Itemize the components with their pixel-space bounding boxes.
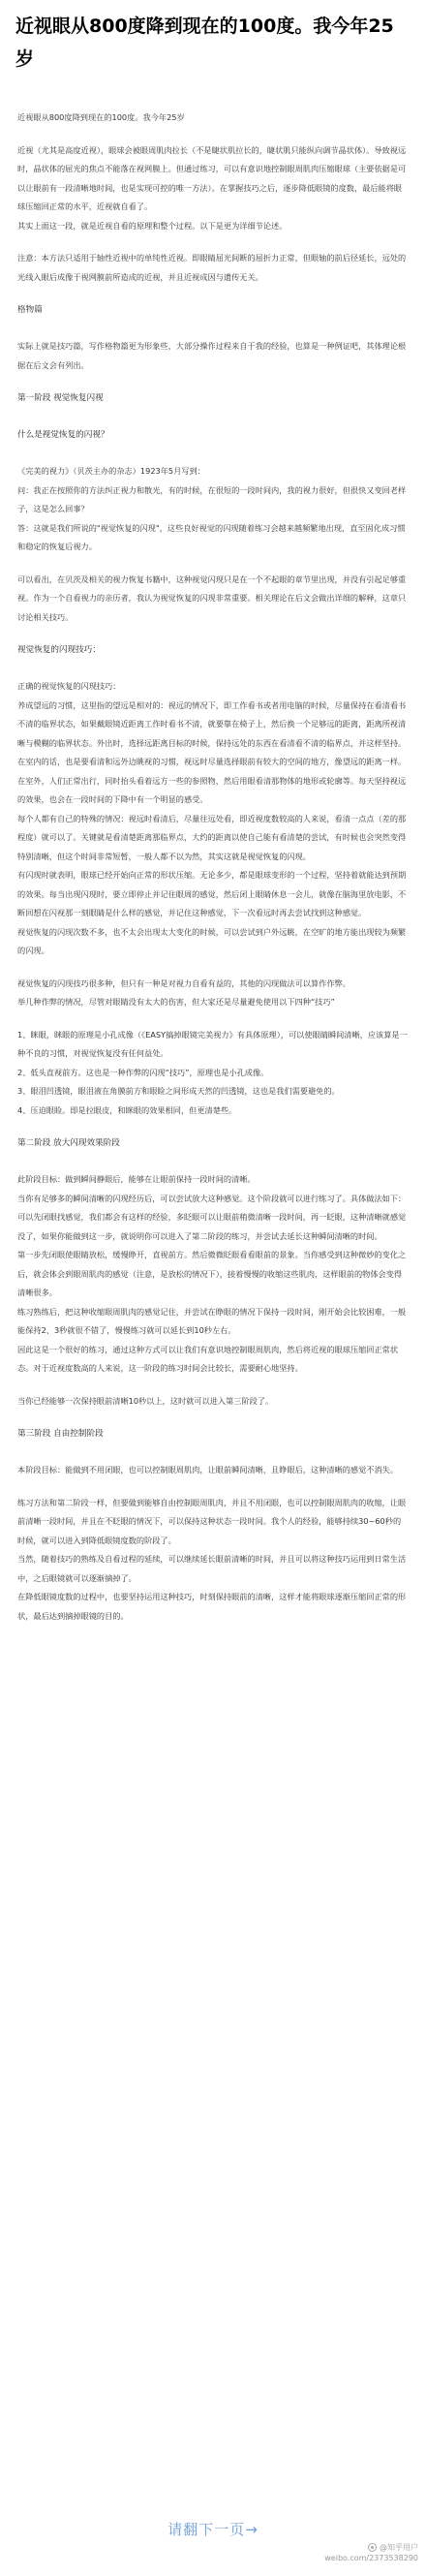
section-heading: 格物篇: [17, 305, 43, 315]
watermark-top-row: [368, 2542, 418, 2553]
section-heading: 第一阶段 视觉恢复闪视: [17, 393, 104, 403]
section-heading: 什么是视觉恢复的闪视？: [17, 430, 109, 440]
article-body: [0, 76, 426, 1626]
section-heading: 第三阶段 自由控制阶段: [17, 1429, 104, 1439]
watermark-user: @知乎用户: [380, 2543, 418, 2552]
section-heading: 第二阶段 放大闪现效果阶段: [17, 1138, 120, 1148]
paragraph: 此阶段目标：做到瞬间静眼后，能够在让眼前保持一段时间的清晰。 当你有足够多的瞬间清晰的闪现经历后，可以尝试放大这种感觉。这个阶段就可以进行练习了。具体做法如下： 可以先闭眼找感觉，我们都会有这样的经验，多眨眼可以让眼前稍微清晰一段时间，再一眨眼，这种清晰就感觉没了，如果你能做到这一步，就说明你可以进入了第二阶段的练习，并尝试去延长这种瞬间清晰的时间。 第一步先闭眼使眼睛放松，缓慢睁开，直视前方。然后微微眨眼看看眼前的景象。当你感受到这种微妙的变化之后，就会体会到眼周肌肉的感觉（注意，是放松的情况下），接着慢慢的收缩这些肌肉，这样眼前的物体会变得清晰很多。 练习熟练后，把这种收缩眼周肌肉的感觉记住，并尝试在睁眼的情况下保持一段时间，刚开始会比较困难，一般能保持2、3秒就很不错了，慢慢练习就可以延长到10秒左右。 因此这是一个很好的练习，通过这种方式可以让我们有意识地控制眼周肌肉，然后将近视的眼球压缩回正常状态。对于近视度数高的人来说，这一阶段的练习时间会比较长，需要耐心地坚持。: [17, 1174, 407, 1373]
weibo-icon: [368, 2543, 377, 2552]
paragraph: 本阶段目标：能做到不用闭眼，也可以控制眼周肌肉，让眼前瞬间清晰，且睁眼后，这种清晰的感觉不消失。: [17, 1465, 399, 1474]
weibo-watermark: [324, 2542, 418, 2563]
paragraph: 练习方法和第二阶段一样，但要做到能够自由控制眼周肌肉，并且不用闭眼，也可以控制眼周肌肉的收缩，让眼前清晰一段时间，并且在不眨眼的情况下，可以保持这种状态一段时间。我个人的经验，能够持续30~60秒的时候，就可以进入到降低眼镜度数的阶段了。 当然，随着技巧的熟练及自看过程的延续，可以继续延长眼前清晰的时间，并且可以将这种技巧运用到日常生活中，之后眼镜就可以逐渐摘掉了。 在降低眼镜度数的过程中，也要坚持运用这种技巧，时刻保持眼前的清晰，这样才能将眼球逐渐压缩回正常的形状，最后达到摘掉眼镜的目的。: [17, 1497, 407, 1621]
article-title: 近视眼从800度降到现在的100度。我今年25岁: [15, 16, 394, 70]
next-page-link[interactable]: 请翻下一页→: [167, 2520, 259, 2538]
paragraph: 近视眼从800度降到现在的100度。我今年25岁: [17, 112, 185, 122]
paragraph: 当你已经能够一次保持眼前清晰10秒以上，这时就可以进入第三阶段了。: [17, 1395, 274, 1406]
watermark-url: weibo.com/2373538290: [324, 2554, 418, 2562]
paragraph: 正确的视觉恢复的闪现技巧： 养成望远的习惯，这里指的望远是相对的：视远的情况下，即工作看书或者用电脑的时候，尽量保持在看清看书不清的临界状态，如果戴眼镜近距离工作时看书不清，就要靠在椅子上，然后换一个足够远的距离，距离所视清晰与模糊的临界状态。外出时，选择远距离目标的时候，保持远处的东西在看清看不清的临界点，并这样坚持。 在室内的话，也是要看清和远外边眺视的习惯，视远时尽量选择眼前有较大的空间的地方，像望远的距离一样。在室外，人们正常出行，同时抬头看着远方一些的参照物，然后用眼看清那物体的地形或轮廓等。每天坚持视远的效果，也会在一段时间的下降中有一个明显的感受。 每个人都有自己的特殊的情况：视远时看清后，尽量往远处看，即近视度数较高的人来说，看清一点点（差的那程度）就可以了。关键就是看清楚距离那临界点，大约的距离以使自己能有看清楚的尝试，有时候也会突然变得特别清晰，但这个时间非常短暂，一般人都不以为然，其实这就是视觉恢复的闪现。 有闪现时就表明，眼球已经开始向正常的形状压缩。无论多少，都是眼球变形的一个过程，坚持着就能达到预期的效果。每当出现闪现时，要立即停止并记住眼周的感觉，然后闭上眼睛休息一会儿，就像在脑海里放电影，不断回想在闪视那一刻眼睛是什么样的感觉，并记住这种感觉，下一次看远时再去尝试找到这种感觉。 视觉恢复的闪现次数不多，也不太会出现太大变化的时候，可以尝试到户外远眺，在空旷的地方能出现较为频繁的闪现。: [17, 681, 407, 955]
paragraph: 注意：本方法只适用于轴性近视中的单纯性近视。即眼睛屈光间断的屈折力正常，但眼轴的前后径延长，远处的光线入眼后成像于视网膜前所造成的近视，并且近视成因与遗传无关。: [17, 253, 407, 282]
paragraph: 1、眯眼，眯眼的原理是小孔成像（《EASY搞掉眼镜完美视力》有具体原理），可以使眼睛瞬间清晰，应该算是一种不良的习惯，对视觉恢复没有任何益处。 2、低头直视前方。这也是一种作弊的闪现“技巧”，原理也是小孔成像。 3、眼泪凹透镜，眼泪液在角膜前方和眼睑之间形成天然的凹透镜，这也是我们需要避免的。 4、压迫眼睑。即是拉眼皮，和眯眼的效果相同，但更清楚些。: [17, 1029, 408, 1115]
paragraph: 视觉恢复的闪现技巧很多种，但只有一种是对视力自看有益的，其他的闪现做法可以算作作弊。 举几种作弊的情况，尽管对眼睛没有太大的伤害，但大家还是尽量避免使用以下四种“技巧”: [17, 978, 350, 1007]
paragraph: 实际上就是技巧篇，写作格物篇更为形象些，大部分操作过程来自于我的经验，也算是一种例证吧，其体理论根据在后文会有列出。: [17, 341, 407, 370]
paragraph: 可以看出，在贝茨及相关的视力恢复书籍中，这种视觉闪现只是在一个不起眼的章节里出现，并没有引起足够重视。作为一个自看视力的亲历者，我认为视觉恢复的闪现非常重要。相关理论在后文会做出详细的解释，这章只讨论相关技巧。: [17, 574, 407, 622]
paragraph: 《完美的视力》（贝茨主办的杂志）1923年5月写到： 问：我正在按照你的方法纠正视力和散光，有的时候，在很短的一段时间内，我的视力很好，但很快又变回老样子，这是怎么回事？ 答：这就是我们所说的"视觉恢复的闪现"，这些良好视觉的闪现随着练习会越来越频繁地出现，直至固化成习惯和稳定的恢复后视力。: [17, 466, 407, 551]
paragraph: 近视（尤其是高度近视），眼球会被眼周肌肉拉长（不是睫状肌拉长的，睫状肌只能纵向调节晶状体）。导致视远时，晶状体的屈光的焦点不能落在视网膜上。但通过练习，可以有意识地控制眼周肌肉压缩眼球（主要依据是可以让眼前有一段清晰地时间，也是实现可控的唯一方法）。在掌握技巧之后，逐步降低眼镜的度数，最后能将眼球压缩回正常的水平，近视就自看了。 其实上面这一段，就是近视自看的原理和整个过程。以下是更为详细节论述。: [17, 144, 407, 231]
section-heading: 视觉恢复的闪现技巧：: [17, 645, 101, 655]
